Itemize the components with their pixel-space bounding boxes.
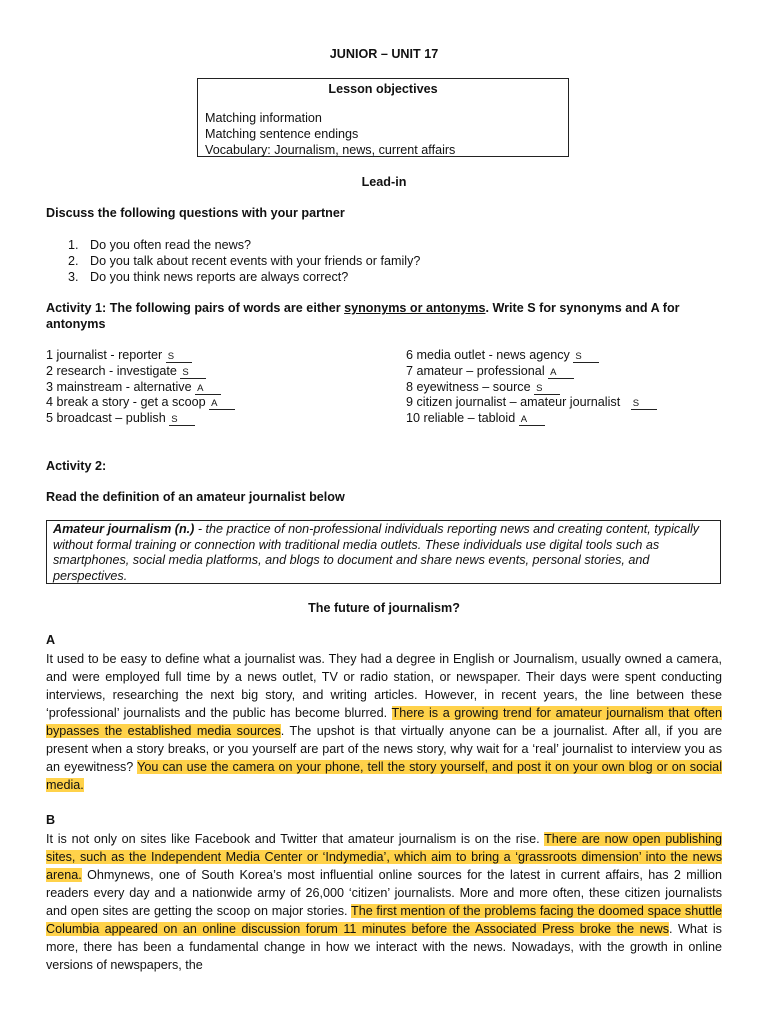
objectives-title: Lesson objectives [328, 82, 438, 96]
highlight: You can use the camera on your phone, tell the story yourself, and post it on your own blog or on social media. [46, 760, 722, 792]
section-label-a: A [46, 633, 56, 647]
answer-blank[interactable]: A [548, 367, 574, 379]
word-pair: 2 research - investigate S [46, 363, 235, 379]
objective-item: Matching information [205, 111, 322, 125]
definition-box [46, 520, 721, 584]
leadin-instruction: Discuss the following questions with your partner [46, 206, 345, 220]
word-pair: 8 eyewitness – source S [406, 379, 657, 395]
highlight: The first mention of the problems facing the doomed space shuttle Columbia appeared on an online discussion forum 11 minutes before the Associated Press broke the news [46, 904, 723, 936]
answer-blank[interactable]: S [631, 398, 657, 410]
objectives-box [197, 78, 569, 157]
section-label-b: B [46, 813, 56, 827]
answer-blank[interactable]: S [169, 414, 195, 426]
objective-item: Vocabulary: Journalism, news, current affairs [205, 143, 456, 157]
question-item: 3. Do you think news reports are always correct? [68, 270, 349, 284]
answer-blank[interactable]: A [195, 383, 221, 395]
answer-blank[interactable]: A [519, 414, 545, 426]
highlight: There is a growing trend for amateur journalism that often bypasses the established media sources [46, 706, 722, 738]
article-paragraph-b: It is not only on sites like Facebook and Twitter that amateur journalism is on the rise. There are now open publishing sites, such as the Independent Media Center or ‘Indymedia’, which aim to bring a ‘grassroots dimension’ into the news arena. Ohmynews, one of South Korea’s most influential online sources for the latest in current affairs, has 2 million readers every day and a nationwide army of 26,000 ‘citizen’ journalists. More and more often, these citizen journalists and open sites are getting the scoop on major stories. The first mention of the problems facing the doomed space shuttle Columbia appeared on an online discussion forum 11 minutes before the Associated Press broke the news. What is more, there has been a fundamental change in how we interact with the news. Nowadays, with the growth in online versions of newspapers, the [46, 832, 723, 972]
definition-text: - the practice of non-professional individuals reporting news and creating content, typically without formal training or connection with traditional media outlets. These individuals use digital tools such as smartphones, social media platforms, and blogs to document and share news events, personal stories, and perspectives. [53, 522, 700, 583]
answer-blank[interactable]: S [573, 351, 599, 363]
question-list [46, 237, 420, 285]
objective-item: Matching sentence endings [205, 127, 359, 141]
doc-title: JUNIOR – UNIT 17 [329, 47, 439, 61]
word-pair: 7 amateur – professional A [406, 363, 657, 379]
word-pair: 9 citizen journalist – amateur journalist S [406, 394, 657, 410]
answer-blank[interactable]: A [209, 398, 235, 410]
word-pair: 4 break a story - get a scoop A [46, 394, 235, 410]
word-pairs-right [406, 347, 657, 426]
answer-blank[interactable]: S [180, 367, 206, 379]
word-pair: 1 journalist - reporter S [46, 347, 235, 363]
article-title: The future of journalism? [308, 601, 460, 615]
article-paragraph-a: It used to be easy to define what a journalist was. They had a degree in English or Journalism, usually owned a camera, and were employed full time by a news outlet, TV or radio station, or newspaper. Their days were spent conducting interviews, researching the next big story, and writing articles. However, in recent years, the line between these ‘professional’ journalists and the public has become blurred. There is a growing trend for amateur journalism that often bypasses the established media sources. The upshot is that virtually anyone can be a journalist. After all, if you are present when a story breaks, or you yourself are part of the news story, why wait for a ‘real’ journalist to interview you as an eyewitness? You can use the camera on your phone, tell the story yourself, and post it on your own blog or on social media. [46, 652, 722, 792]
leadin-title: Lead-in [361, 175, 407, 189]
highlight: There are now open publishing sites, such as the Independent Media Center or ‘Indymedia’, which aim to bring a ‘grassroots dimension’ into the news arena. [46, 832, 723, 882]
activity2-instruction: Read the definition of an amateur journalist below [46, 490, 345, 504]
word-pairs-left [46, 347, 235, 426]
activity1-heading: Activity 1: The following pairs of words are either synonyms or antonyms. Write S for synonyms and A for antonyms [46, 301, 680, 331]
answer-blank[interactable]: S [166, 351, 192, 363]
word-pair: 6 media outlet - news agency S [406, 347, 657, 363]
word-pair: 5 broadcast – publish S [46, 410, 235, 426]
activity2-title: Activity 2: [46, 459, 107, 473]
question-item: 1. Do you often read the news? [68, 238, 252, 252]
word-pair: 10 reliable – tabloid A [406, 410, 657, 426]
definition-term: Amateur journalism (n.) [53, 522, 195, 536]
word-pair: 3 mainstream - alternative A [46, 379, 235, 395]
answer-blank[interactable]: S [534, 383, 560, 395]
question-item: 2. Do you talk about recent events with your friends or family? [68, 254, 421, 268]
